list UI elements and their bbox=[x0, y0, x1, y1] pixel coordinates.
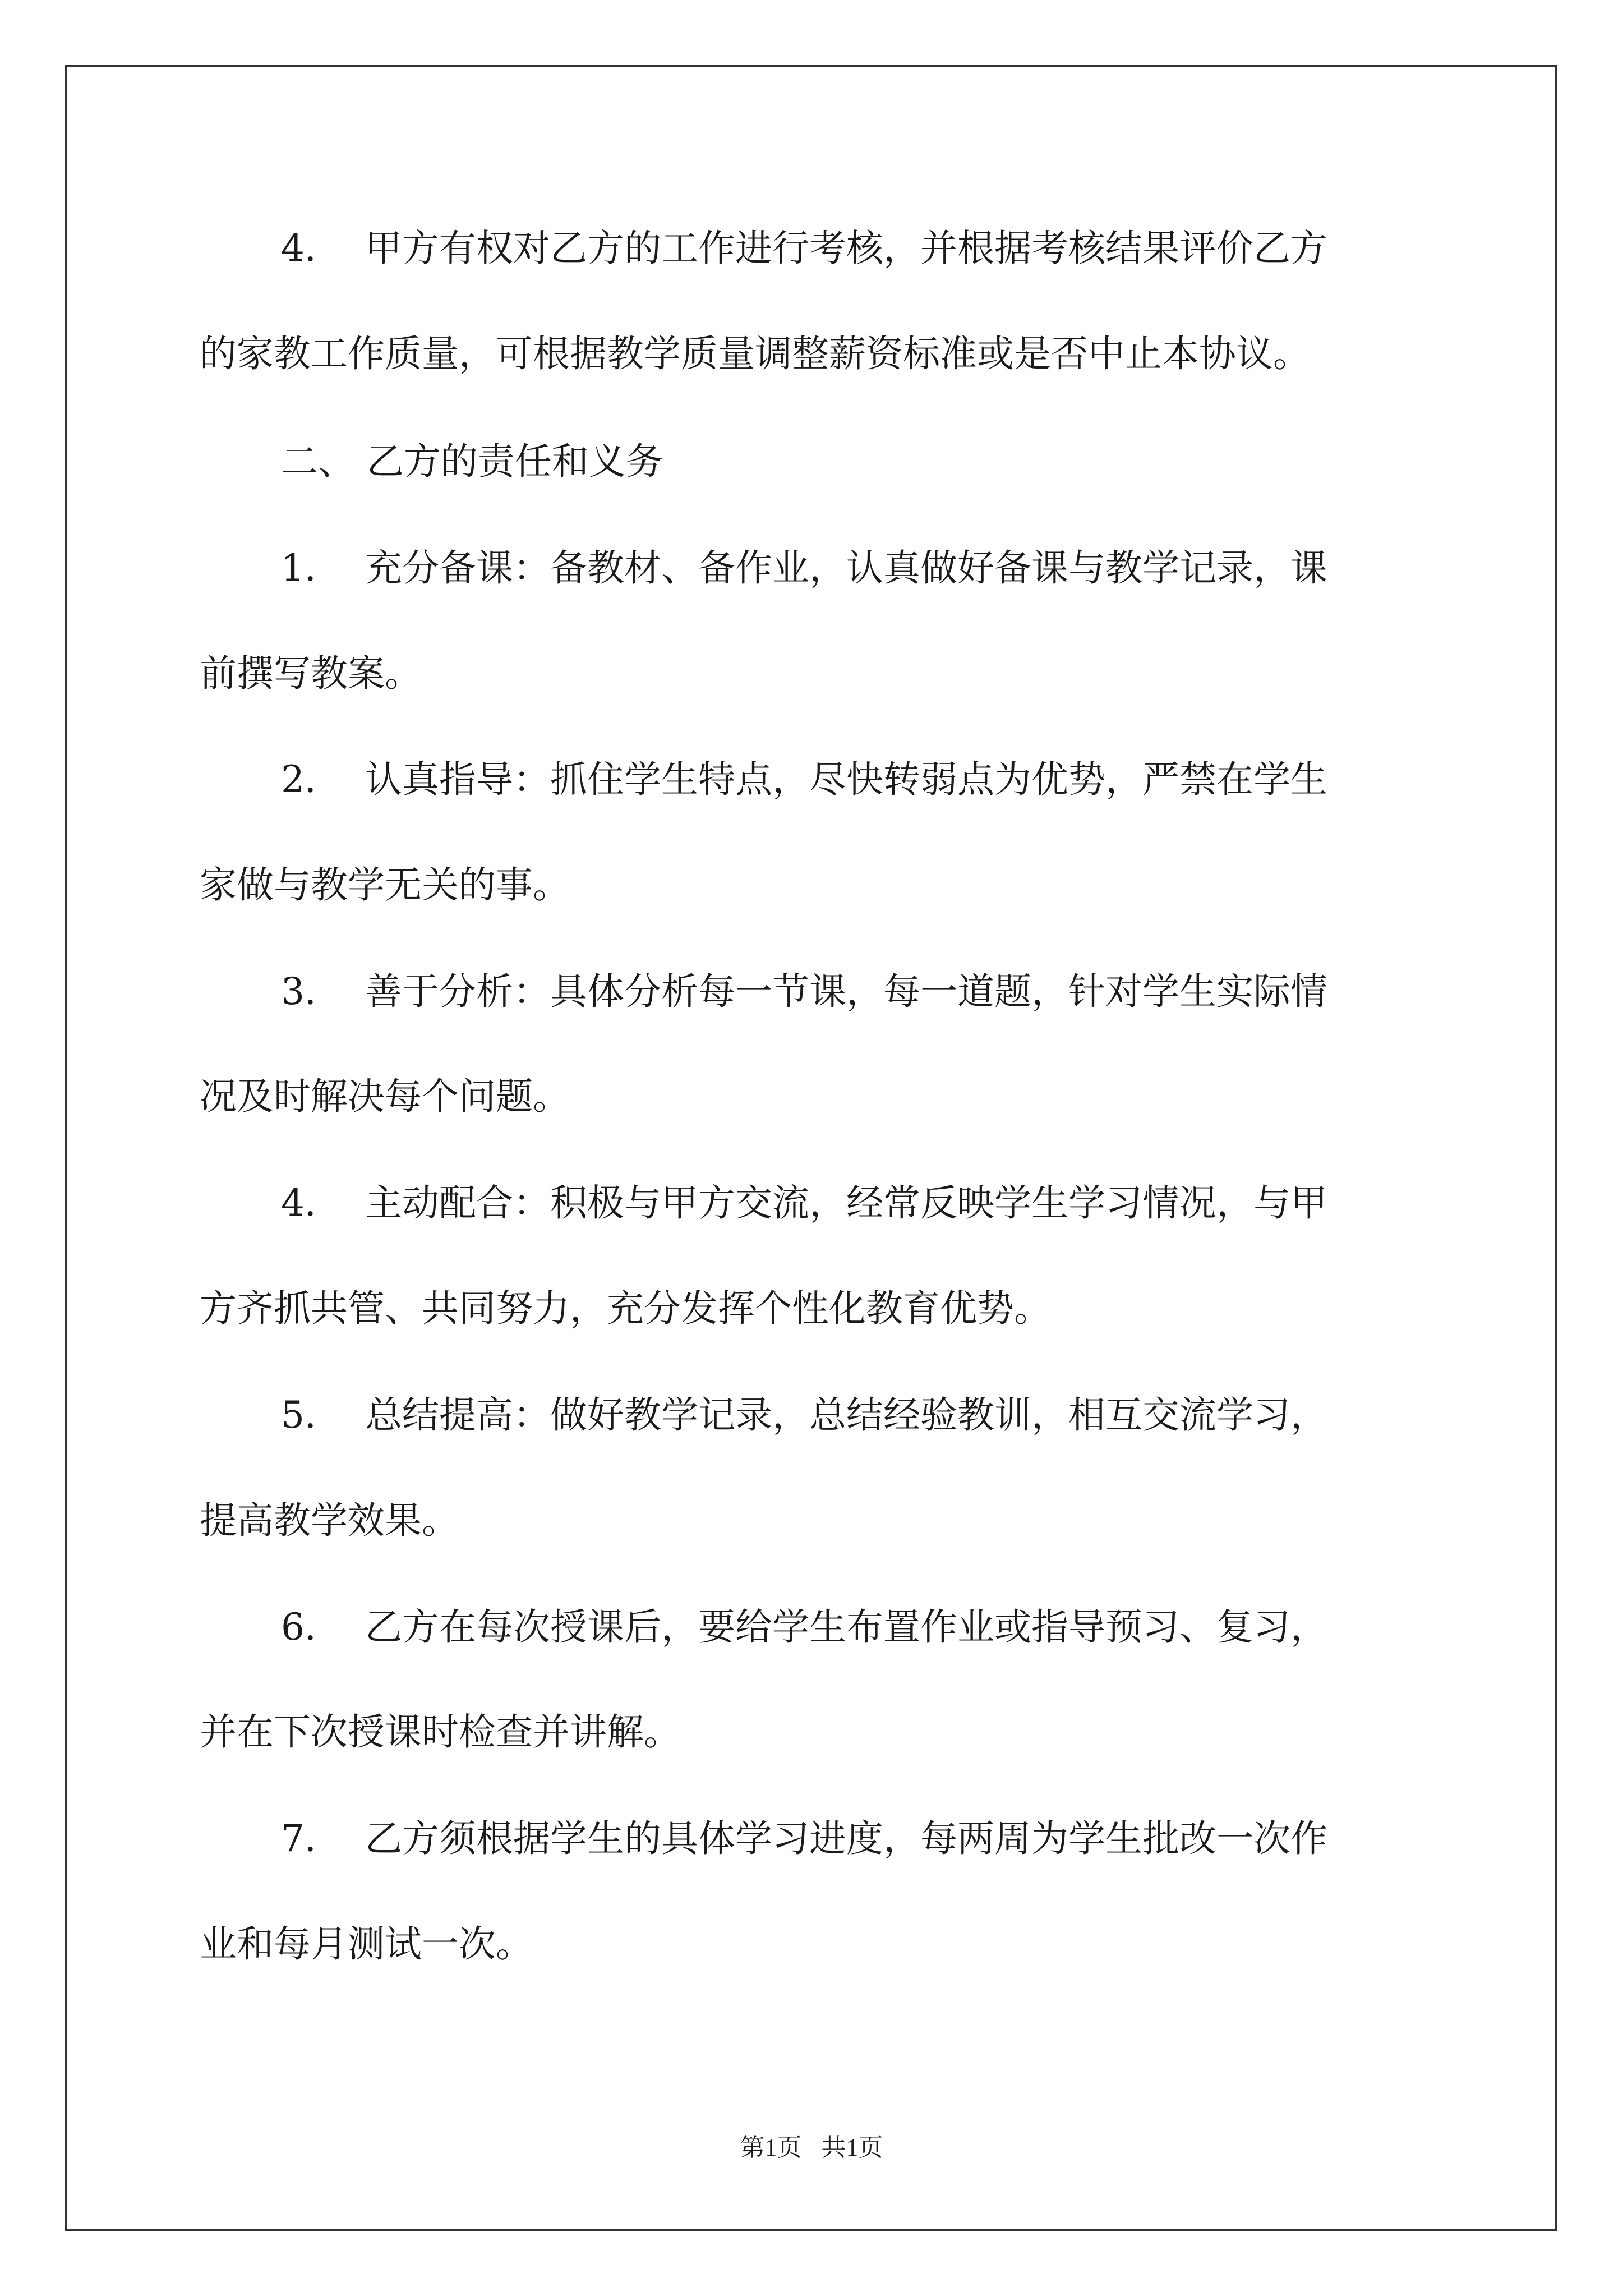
item-number: 3． bbox=[281, 970, 342, 1013]
paragraph-line bbox=[200, 332, 1433, 375]
paragraph-text: 认真指导：抓住学生特点，尽快转弱点为优势，严禁在学生 bbox=[365, 758, 1327, 801]
paragraph-line bbox=[200, 652, 1433, 695]
paragraph-text: 乙方在每次授课后，要给学生布置作业或指导预习、复习， bbox=[365, 1605, 1327, 1649]
item-number: 4． bbox=[281, 227, 342, 270]
page-number: 第1页 bbox=[740, 2134, 802, 2161]
paragraph-line bbox=[200, 1499, 1433, 1542]
heading-text: 二、 乙方的责任和义务 bbox=[281, 440, 663, 483]
paragraph-text: 业和每月测试一次。 bbox=[200, 1922, 533, 1966]
paragraph-text: 的家教工作质量，可根据教学质量调整薪资标准或是否中止本协议。 bbox=[200, 332, 1310, 375]
paragraph-line bbox=[200, 863, 1433, 907]
paragraph-text: 况及时解决每个问题。 bbox=[200, 1075, 570, 1118]
paragraph-text: 甲方有权对乙方的工作进行考核，并根据考核结果评价乙方 bbox=[365, 227, 1327, 270]
paragraph-line bbox=[200, 227, 1433, 270]
paragraph-text: 充分备课：备教材、备作业，认真做好备课与教学记录，课 bbox=[365, 546, 1327, 590]
paragraph-text: 总结提高：做好教学记录，总结经验教训，相互交流学习， bbox=[365, 1393, 1327, 1437]
paragraph-text: 方齐抓共管、共同努力，充分发挥个性化教育优势。 bbox=[200, 1287, 1051, 1330]
section-heading bbox=[200, 440, 1433, 483]
item-number: 4． bbox=[281, 1181, 342, 1225]
paragraph-line bbox=[200, 1075, 1433, 1118]
item-number: 6． bbox=[281, 1605, 342, 1649]
paragraph-line bbox=[200, 1817, 1433, 1860]
page-total: 共1页 bbox=[821, 2134, 883, 2161]
paragraph-text: 并在下次授课时检查并讲解。 bbox=[200, 1710, 681, 1754]
paragraph-text: 主动配合：积极与甲方交流，经常反映学生学习情况，与甲 bbox=[365, 1181, 1327, 1225]
paragraph-text: 前撰写教案。 bbox=[200, 652, 422, 695]
paragraph-line bbox=[200, 1287, 1433, 1330]
item-number: 7． bbox=[281, 1817, 342, 1860]
page-border bbox=[65, 65, 1557, 2231]
item-number: 5． bbox=[281, 1393, 342, 1437]
paragraph-line bbox=[200, 1710, 1433, 1754]
paragraph-line bbox=[200, 758, 1433, 801]
page-footer bbox=[0, 2134, 1623, 2162]
item-number: 2． bbox=[281, 758, 342, 801]
paragraph-line bbox=[200, 1393, 1433, 1437]
paragraph-text: 善于分析：具体分析每一节课，每一道题，针对学生实际情 bbox=[365, 970, 1327, 1013]
paragraph-text: 乙方须根据学生的具体学习进度，每两周为学生批改一次作 bbox=[365, 1817, 1327, 1860]
item-number: 1． bbox=[281, 546, 342, 590]
paragraph-line bbox=[200, 546, 1433, 590]
paragraph-text: 提高教学效果。 bbox=[200, 1499, 459, 1542]
paragraph-line bbox=[200, 1181, 1433, 1225]
paragraph-line bbox=[200, 1922, 1433, 1966]
paragraph-text: 家做与教学无关的事。 bbox=[200, 863, 570, 907]
paragraph-line bbox=[200, 970, 1433, 1013]
paragraph-line bbox=[200, 1605, 1433, 1649]
